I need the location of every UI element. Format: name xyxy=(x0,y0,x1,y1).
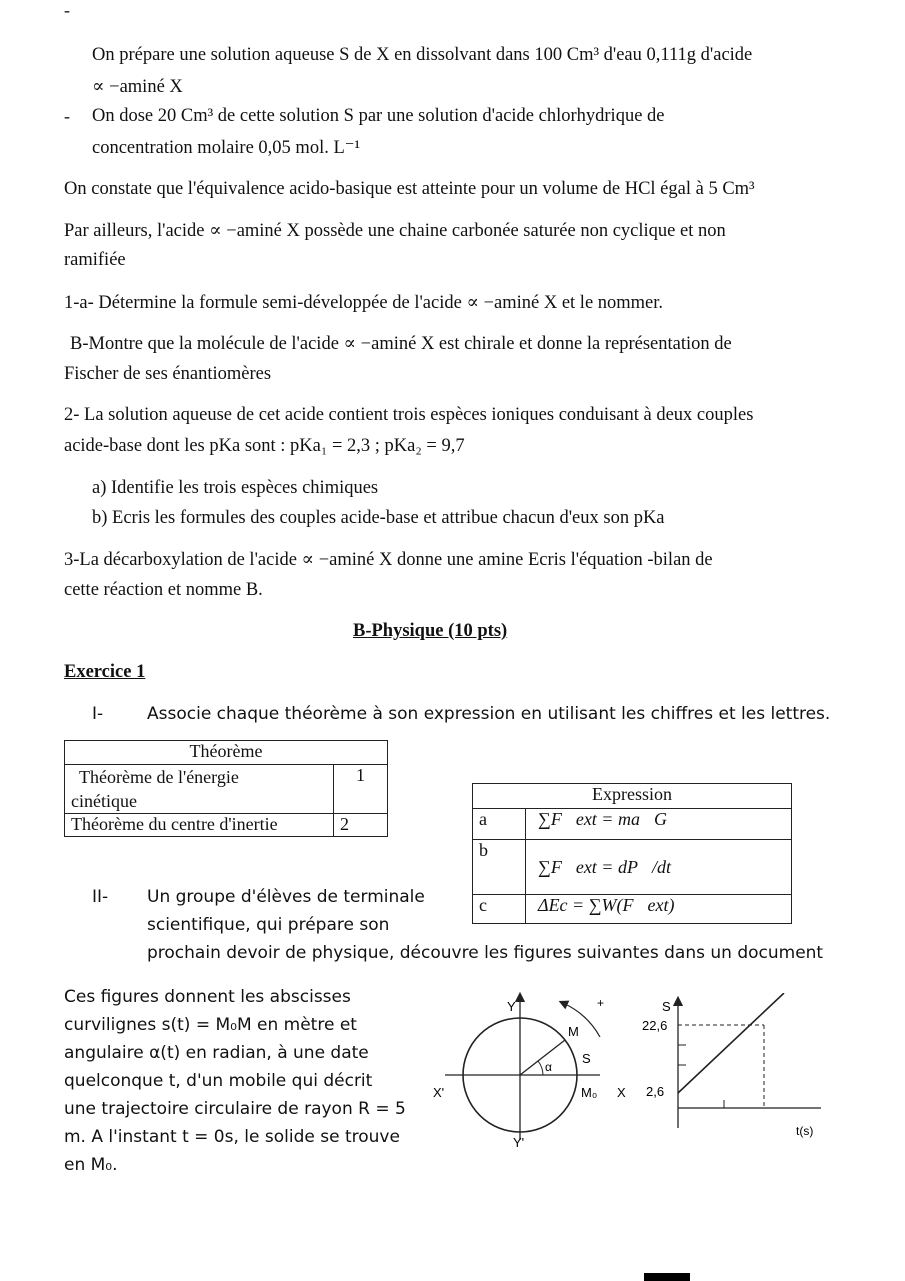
question-1b-line-1: B-Montre que la molécule de l'acide ∝ −aminé X est chirale et donne la représentation de xyxy=(70,334,732,354)
bullet: - xyxy=(64,0,70,20)
label-alpha: α xyxy=(545,1060,552,1074)
figure-description-line: m. A l'instant t = 0s, le solide se trouve xyxy=(64,1127,400,1147)
question-2b: b) Ecris les formules des couples acide-base et attribue chacun d'eux son pKa xyxy=(92,508,665,528)
theorem-table-header: Théorème xyxy=(65,741,388,765)
theorem-name-1 xyxy=(65,765,334,814)
label-y-prime: Y' xyxy=(513,1135,525,1150)
section-heading: B-Physique (10 pts) xyxy=(353,621,508,641)
paragraph-chain-2: ramifiée xyxy=(64,250,126,270)
bullet-1-line-2: ∝ −aminé X xyxy=(92,77,183,97)
bullet-2-line-1: On dose 20 Cm³ de cette solution S par une solution d'acide chlorhydrique de xyxy=(92,106,665,126)
circular-trajectory-figure xyxy=(425,985,655,1155)
part-i-number: I- xyxy=(92,704,104,724)
figure-description-line: quelconque t, d'un mobile qui décrit xyxy=(64,1071,373,1091)
tick-label-top: 22,6 xyxy=(642,1018,668,1033)
part-ii-line-3: prochain devoir de physique, découvre les figures suivantes dans un document xyxy=(147,943,824,963)
label-m: M xyxy=(568,1024,579,1039)
label-plus: + xyxy=(597,996,605,1010)
label-s-axis: S xyxy=(662,999,671,1014)
expression-formula-c: ΔEc = ∑W(F⃗ext) xyxy=(526,895,792,924)
theorem-name-2: Théorème du centre d'inertie xyxy=(65,814,334,837)
theorem-number-1: 1 xyxy=(334,765,388,814)
expression-formula-b: ∑F⃗ext = dP⃗/dt xyxy=(526,840,792,895)
expression-letter-b: b xyxy=(473,840,526,895)
expression-formula-a: ∑F⃗ext = ma⃗G xyxy=(526,809,792,840)
paragraph-equivalence: On constate que l'équivalence acido-basique est atteinte pour un volume de HCl égal à 5 Cm³ xyxy=(64,179,755,199)
exercise-title: Exercice 1 xyxy=(64,662,146,682)
label-t-axis: t(s) xyxy=(796,1124,814,1138)
question-2-line-2: acide-base dont les pKa sont : pKa₁ = 2,3 ; pKa₂ = 9,7 xyxy=(64,436,465,456)
figure-description-line: Ces figures donnent les abscisses xyxy=(64,987,351,1007)
question-2a: a) Identifie les trois espèces chimiques xyxy=(92,478,379,498)
question-3-line-1: 3-La décarboxylation de l'acide ∝ −aminé X donne une amine Ecris l'équation -bilan de xyxy=(64,550,713,570)
angle-arc xyxy=(538,1061,543,1075)
theorem-table xyxy=(64,740,388,837)
figure-description-line: curvilignes s(t) = M₀M en mètre et xyxy=(64,1015,357,1035)
theorem-name-1-line-1: Théorème de l'énergie xyxy=(79,767,239,787)
s-line xyxy=(678,993,784,1093)
part-ii-line-2: scientifique, qui prépare son xyxy=(147,915,390,935)
label-s: S xyxy=(582,1051,591,1066)
paragraph-chain-1: Par ailleurs, l'acide ∝ −aminé X possède une chaine carbonée saturée non cyclique et non xyxy=(64,221,726,241)
label-y: Y xyxy=(507,999,516,1014)
question-1b-line-2: Fischer de ses énantiomères xyxy=(64,364,272,384)
expression-table xyxy=(472,783,792,924)
theorem-name-1-line-2: cinétique xyxy=(71,791,137,811)
label-x: X xyxy=(617,1085,626,1100)
part-ii-number: II- xyxy=(92,887,109,907)
bullet-2-line-2: concentration molaire 0,05 mol. L⁻¹ xyxy=(92,138,361,158)
figure-description-line: une trajectoire circulaire de rayon R = 5 xyxy=(64,1099,406,1119)
position-graph xyxy=(636,993,836,1153)
expression-letter-c: c xyxy=(473,895,526,924)
theorem-number-2: 2 xyxy=(334,814,388,837)
expression-table-header: Expression xyxy=(473,784,792,809)
part-i-text: Associe chaque théorème à son expression en utilisant les chiffres et les lettres. xyxy=(147,704,831,724)
figure-description-line: angulaire α(t) en radian, à une date xyxy=(64,1043,369,1063)
tick-label-bottom: 2,6 xyxy=(646,1084,665,1099)
figure-description-line: en M₀. xyxy=(64,1155,118,1175)
bullet-1-line-1: On prépare une solution aqueuse S de X en dissolvant dans 100 Cm³ d'eau 0,111g d'acide xyxy=(92,45,753,65)
question-2-line-1: 2- La solution aqueuse de cet acide contient trois espèces ioniques conduisant à deux couples xyxy=(64,405,754,425)
bullet: - xyxy=(64,106,70,126)
question-3-line-2: cette réaction et nomme B. xyxy=(64,580,263,600)
expression-letter-a: a xyxy=(473,809,526,840)
label-x-prime: X' xyxy=(433,1085,445,1100)
figure-description xyxy=(64,983,406,1179)
question-1a: 1-a- Détermine la formule semi-développée de l'acide ∝ −aminé X et le nommer. xyxy=(64,293,664,313)
part-ii-line-1: Un groupe d'élèves de terminale xyxy=(147,887,425,907)
label-m0: M₀ xyxy=(581,1085,598,1100)
